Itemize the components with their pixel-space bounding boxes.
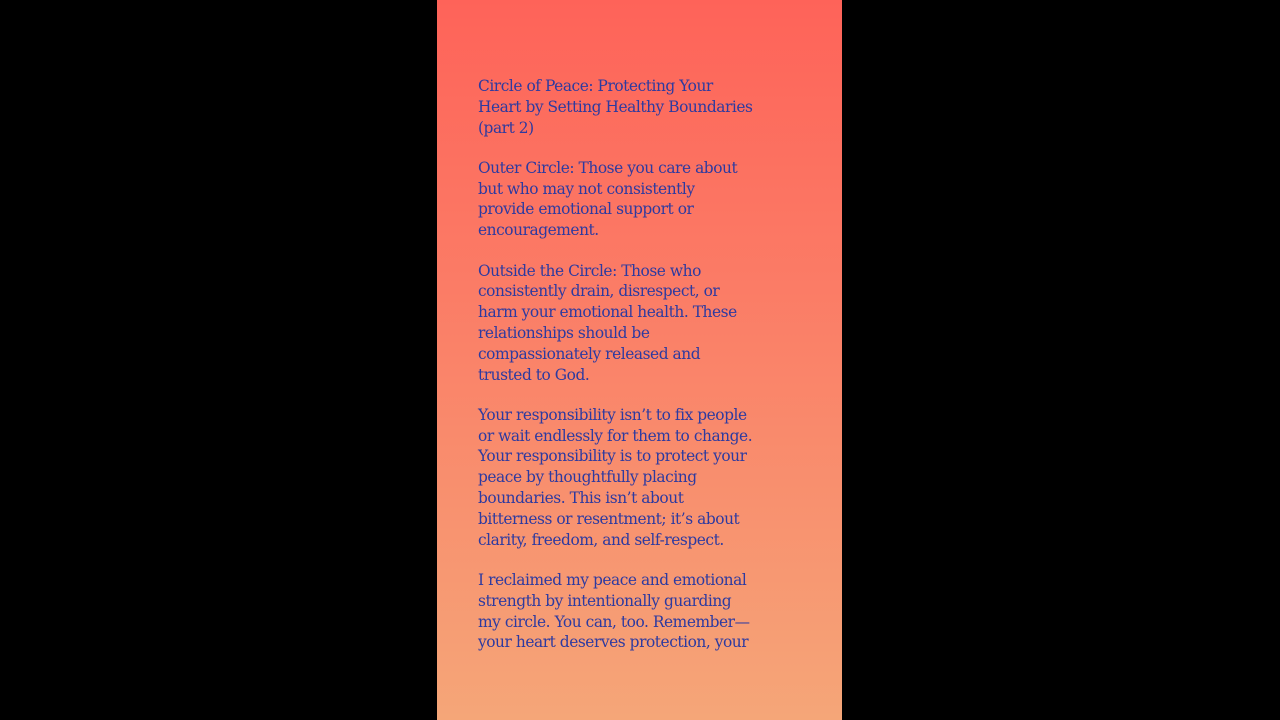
post-title: Circle of Peace: Protecting Your Heart by Setting Healthy Boundaries (part 2) (478, 77, 753, 137)
paragraph-outer-circle: Outer Circle: Those you care about but who may not consistently provide emotional support or encouragement. (478, 158, 738, 240)
paragraph-outside-circle: Outside the Circle: Those who consistently drain, disrespect, or harm your emotional health. These relationships should be compassionately released and trusted to God. (478, 261, 737, 384)
paragraph-responsibility: Your responsibility isn’t to fix people or wait endlessly for them to change. Your responsibility is to protect your peace by thoughtfully placing boundaries. This isn’t about bitterness or resentment; it’s about clarity, freedom, and self-respect. (478, 405, 753, 549)
story-slide (437, 0, 842, 720)
paragraph-reclaimed-peace: I reclaimed my peace and emotional strength by intentionally guarding my circle. You can, too. Remember— your heart deserves protection, your (478, 570, 750, 652)
post-text (478, 76, 798, 673)
